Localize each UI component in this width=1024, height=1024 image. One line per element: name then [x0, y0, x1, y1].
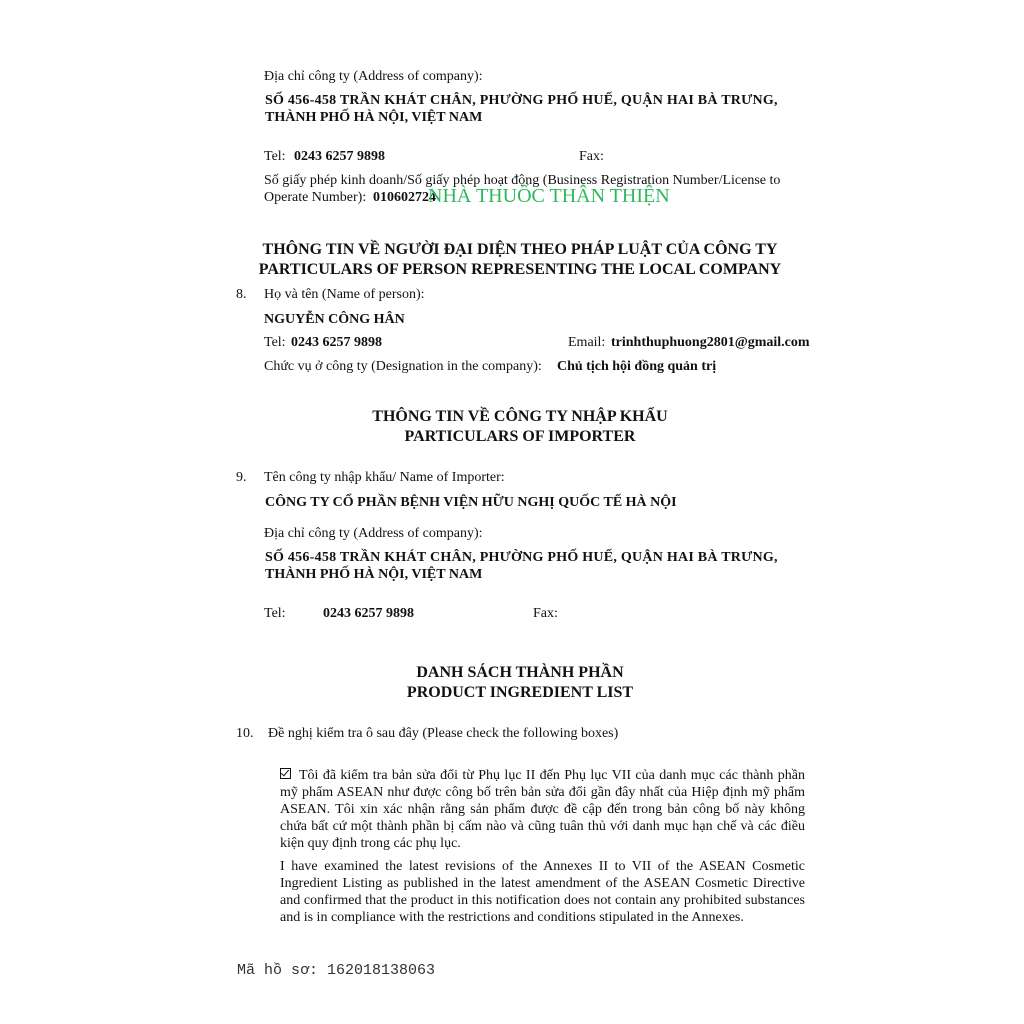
person-tel-label: Tel:: [264, 335, 286, 350]
ingredient-heading-vi: DANH SÁCH THÀNH PHẦN: [416, 664, 624, 681]
designation-label: Chức vụ ở công ty (Designation in the company):: [264, 359, 542, 374]
company-tel-value: 0243 6257 9898: [294, 149, 385, 164]
importer-address-line2: THÀNH PHỐ HÀ NỘI, VIỆT NAM: [265, 567, 483, 582]
company-fax-label: Fax:: [579, 149, 604, 164]
designation-value: Chủ tịch hội đồng quản trị: [557, 359, 717, 374]
importer-address-label: Địa chỉ công ty (Address of company):: [264, 526, 483, 541]
importer-fax-label: Fax:: [533, 606, 558, 621]
representative-heading-en: PARTICULARS OF PERSON REPRESENTING THE LOCAL COMPANY: [258, 261, 782, 278]
company-address-label: Địa chỉ công ty (Address of company):: [264, 69, 483, 84]
importer-heading-vi: THÔNG TIN VỀ CÔNG TY NHẬP KHẨU: [372, 408, 668, 425]
importer-tel-label: Tel:: [264, 606, 286, 621]
pharmacy-watermark: NHÀ THUỐC THÂN THIỆN: [428, 185, 670, 207]
representative-heading-vi: THÔNG TIN VỀ NGƯỜI ĐẠI DIỆN THEO PHÁP LUẬT CỦA CÔNG TY: [262, 241, 778, 258]
compliance-checkbox[interactable]: [280, 768, 291, 779]
company-tel-label: Tel:: [264, 149, 286, 164]
declaration-vi-paragraph: [280, 767, 805, 852]
ingredient-instruction: Đề nghị kiểm tra ô sau đây (Please check the following boxes): [268, 726, 619, 741]
person-email-label: Email:: [568, 335, 606, 350]
person-tel-value: 0243 6257 9898: [291, 335, 382, 350]
importer-name-label: Tên công ty nhập khẩu/ Name of Importer:: [264, 470, 505, 485]
company-address-line1: SỐ 456-458 TRẦN KHÁT CHÂN, PHƯỜNG PHỐ HUẾ, QUẬN HAI BÀ TRƯNG,: [265, 93, 778, 108]
item-number-10: 10.: [236, 726, 254, 741]
importer-name-value: CÔNG TY CỔ PHẦN BỆNH VIỆN HỮU NGHỊ QUỐC TẾ HÀ NỘI: [265, 495, 677, 510]
item-number-8: 8.: [236, 287, 247, 302]
company-address-line2: THÀNH PHỐ HÀ NỘI, VIỆT NAM: [265, 110, 483, 125]
importer-tel-value: 0243 6257 9898: [323, 606, 414, 621]
item-number-9: 9.: [236, 470, 247, 485]
license-value: 010602724: [373, 190, 436, 205]
importer-heading-en: PARTICULARS OF IMPORTER: [404, 428, 636, 445]
person-name-value: NGUYỄN CÔNG HÂN: [264, 312, 405, 327]
file-code: Mã hồ sơ: 162018138063: [237, 962, 436, 979]
license-line1: Số giấy phép kinh doanh/Số giấy phép hoạt động (Business Registration Number/License to: [264, 173, 781, 188]
person-name-label: Họ và tên (Name of person):: [264, 287, 425, 302]
person-email-value: trinhthuphuong2801@gmail.com: [611, 335, 810, 350]
declaration-en-paragraph: I have examined the latest revisions of the Annexes II to VII of the ASEAN Cosmetic Ingredient Listing as published in the latest amendment of the ASEAN Cosmetic Directive and confirmed that the product in this notification does not contain any prohibited substances and is in compliance with the restrictions and conditions stipulated in the Annexes.: [280, 859, 805, 925]
ingredient-heading-en: PRODUCT INGREDIENT LIST: [406, 684, 634, 701]
license-label: Operate Number):: [264, 190, 367, 205]
declaration-vi-text: Tôi đã kiểm tra bản sửa đổi từ Phụ lục II đến Phụ lục VII của danh mục các thành phần mỹ phẩm ASEAN như được công bố trên bản sửa đổi gần đây nhất của Hiệp định mỹ phẩm ASEAN. Tôi xin xác nhận rằng sản phẩm được đề cập đến trong bản công bố này không chứa bất cứ một thành phần bị cấm nào và cũng tuân thủ với danh mục hạn chế và các điều kiện quy định trong các phụ lục.: [280, 768, 805, 851]
importer-address-line1: SỐ 456-458 TRẦN KHÁT CHÂN, PHƯỜNG PHỐ HUẾ, QUẬN HAI BÀ TRƯNG,: [265, 550, 778, 565]
